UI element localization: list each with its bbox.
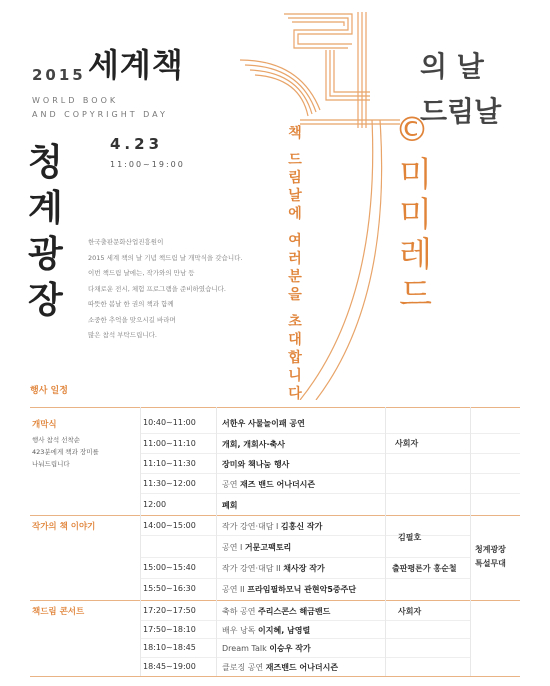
schedule-program — [222, 521, 322, 532]
group-name-author-talk: 작가의 책 이야기 — [32, 522, 96, 532]
program-title: 주리스콘스 해금밴드 — [258, 607, 331, 616]
event-date: 4.23 — [110, 135, 164, 153]
world-book-day-english — [32, 94, 168, 122]
program-title: 김홍신 작가 — [280, 522, 323, 531]
schedule-time: 10:40~11:00 — [143, 418, 196, 427]
table-bottom-rule — [30, 676, 520, 677]
schedule-program — [222, 606, 330, 617]
program-title: 서한우 사물놀이패 공연 — [222, 419, 305, 428]
column-divider — [470, 407, 471, 676]
schedule-program — [222, 563, 325, 574]
column-divider — [385, 407, 386, 676]
row-divider — [140, 620, 470, 621]
program-label: 축하 공연 — [222, 607, 256, 616]
program-label: 클로징 공연 — [222, 663, 264, 672]
intro-line: 따뜻한 봄날 한 권의 책과 함께 — [88, 300, 174, 308]
program-title: 채사장 작가 — [283, 564, 325, 573]
event-year: 2015 — [32, 66, 86, 84]
host-author-talk: 김필호 — [398, 533, 422, 542]
schedule-time: 18:10~18:45 — [143, 643, 196, 652]
venue-char-3: 광 — [28, 234, 63, 275]
row-divider — [140, 493, 520, 494]
schedule-time: 14:00~15:00 — [143, 521, 196, 530]
column-divider — [216, 407, 217, 676]
schedule-program — [222, 662, 338, 673]
intro-line: 2015 세계 책의 날 기념 책드림 날 개막식을 갖습니다. — [88, 253, 243, 262]
schedule-time: 17:50~18:10 — [143, 625, 196, 634]
wbd-line-2: AND COPYRIGHT DAY — [32, 110, 168, 119]
schedule-heading: 행사 일정 — [30, 386, 68, 396]
program-label: 공연 — [222, 480, 238, 489]
group-divider — [30, 600, 520, 601]
schedule-time: 17:20~17:50 — [143, 606, 196, 615]
schedule-time: 12:00 — [143, 500, 167, 509]
row-divider — [140, 578, 470, 579]
opening-note — [32, 434, 99, 470]
intro-line: 소중한 추억을 맞으시길 바라며 — [88, 315, 176, 324]
schedule-program — [222, 418, 305, 429]
group-name-concert: 책드림 콘서트 — [32, 607, 85, 617]
program-label: 공연 II — [222, 585, 245, 594]
event-title-world-book: 세계책 — [88, 46, 184, 84]
program-label: 공연 I — [222, 543, 243, 552]
program-title: 이지혜, 남영렬 — [258, 626, 311, 635]
schedule-time: 11:00~11:10 — [143, 439, 196, 448]
venue-char-4: 장 — [28, 280, 63, 321]
program-title: 재즈 밴드 어나더시즌 — [240, 480, 316, 489]
event-place — [475, 543, 506, 571]
event-time: 11:00~19:00 — [110, 160, 185, 169]
row-divider — [140, 638, 470, 639]
venue-char-2: 계 — [28, 188, 63, 229]
column-divider — [140, 407, 141, 676]
row-divider — [140, 557, 470, 558]
row-divider — [140, 657, 470, 658]
opening-note-line: 423분에게 책과 장미를 — [32, 448, 99, 456]
schedule-program — [222, 542, 291, 553]
table-top-rule — [30, 407, 520, 408]
place-line-2: 특설무대 — [475, 559, 506, 568]
opening-note-line: 나눠드립니다 — [32, 460, 70, 468]
row-divider — [140, 473, 520, 474]
opening-note-line: 행사 참석 선착순 — [32, 436, 81, 444]
program-label: Dream Talk — [222, 644, 267, 653]
program-title: 개회, 개회사·축사 — [222, 440, 285, 449]
host-concert: 사회자 — [398, 607, 422, 616]
intro-line: 이번 책드림 날에는, 작가와의 만남 등 — [88, 269, 195, 277]
program-title: 폐회 — [222, 501, 238, 510]
dream-day-vertical-text: ©미미레드 — [392, 110, 432, 316]
schedule-program — [222, 500, 237, 511]
schedule-time: 11:30~12:00 — [143, 479, 196, 488]
host-opening: 사회자 — [395, 439, 419, 448]
schedule-time: 15:00~15:40 — [143, 563, 196, 572]
program-label: 배우 낭독 — [222, 626, 256, 635]
row-divider — [140, 453, 520, 454]
program-title: 거문고팩토리 — [244, 543, 292, 552]
venue-char-1: 청 — [28, 142, 63, 183]
invitation-vertical-text: 책 드림날에 여러분을 초대합니다 — [286, 125, 302, 404]
place-line-1: 청계광장 — [475, 545, 506, 554]
title-right-line-1: 의 날 — [420, 50, 484, 83]
program-title: 장미와 책나눔 행사 — [222, 460, 290, 469]
schedule-program — [222, 439, 285, 450]
title-right-line-2: 드림날 — [420, 95, 502, 128]
schedule-program — [222, 584, 356, 595]
row-divider — [140, 433, 520, 434]
program-title: 재즈밴드 어나더시즌 — [265, 663, 339, 672]
schedule-time: 11:10~11:30 — [143, 459, 196, 468]
host-critic: 출판평론가 홍순철 — [392, 564, 457, 573]
group-divider — [30, 515, 520, 516]
program-title: 이승우 작가 — [269, 644, 311, 653]
schedule-time: 18:45~19:00 — [143, 662, 196, 671]
program-label: 작가 강연·대담 II — [222, 564, 281, 573]
intro-line: 다채로운 전시, 체험 프로그램을 준비하였습니다. — [88, 284, 226, 293]
intro-paragraph — [88, 235, 278, 344]
schedule-program — [222, 643, 311, 654]
schedule-program — [222, 625, 310, 636]
group-name-opening: 개막식 — [32, 420, 57, 430]
intro-line: 많은 참석 부탁드립니다. — [88, 331, 157, 339]
program-title: 프라임필하모닉 관현악5중주단 — [247, 585, 357, 594]
schedule-time: 15:50~16:30 — [143, 584, 196, 593]
schedule-program — [222, 479, 315, 490]
program-label: 작가 강연·대담 I — [222, 522, 279, 531]
intro-line: 한국출판문화산업진흥원이 — [88, 238, 164, 246]
schedule-program — [222, 459, 289, 470]
wbd-line-1: WORLD BOOK — [32, 96, 119, 105]
